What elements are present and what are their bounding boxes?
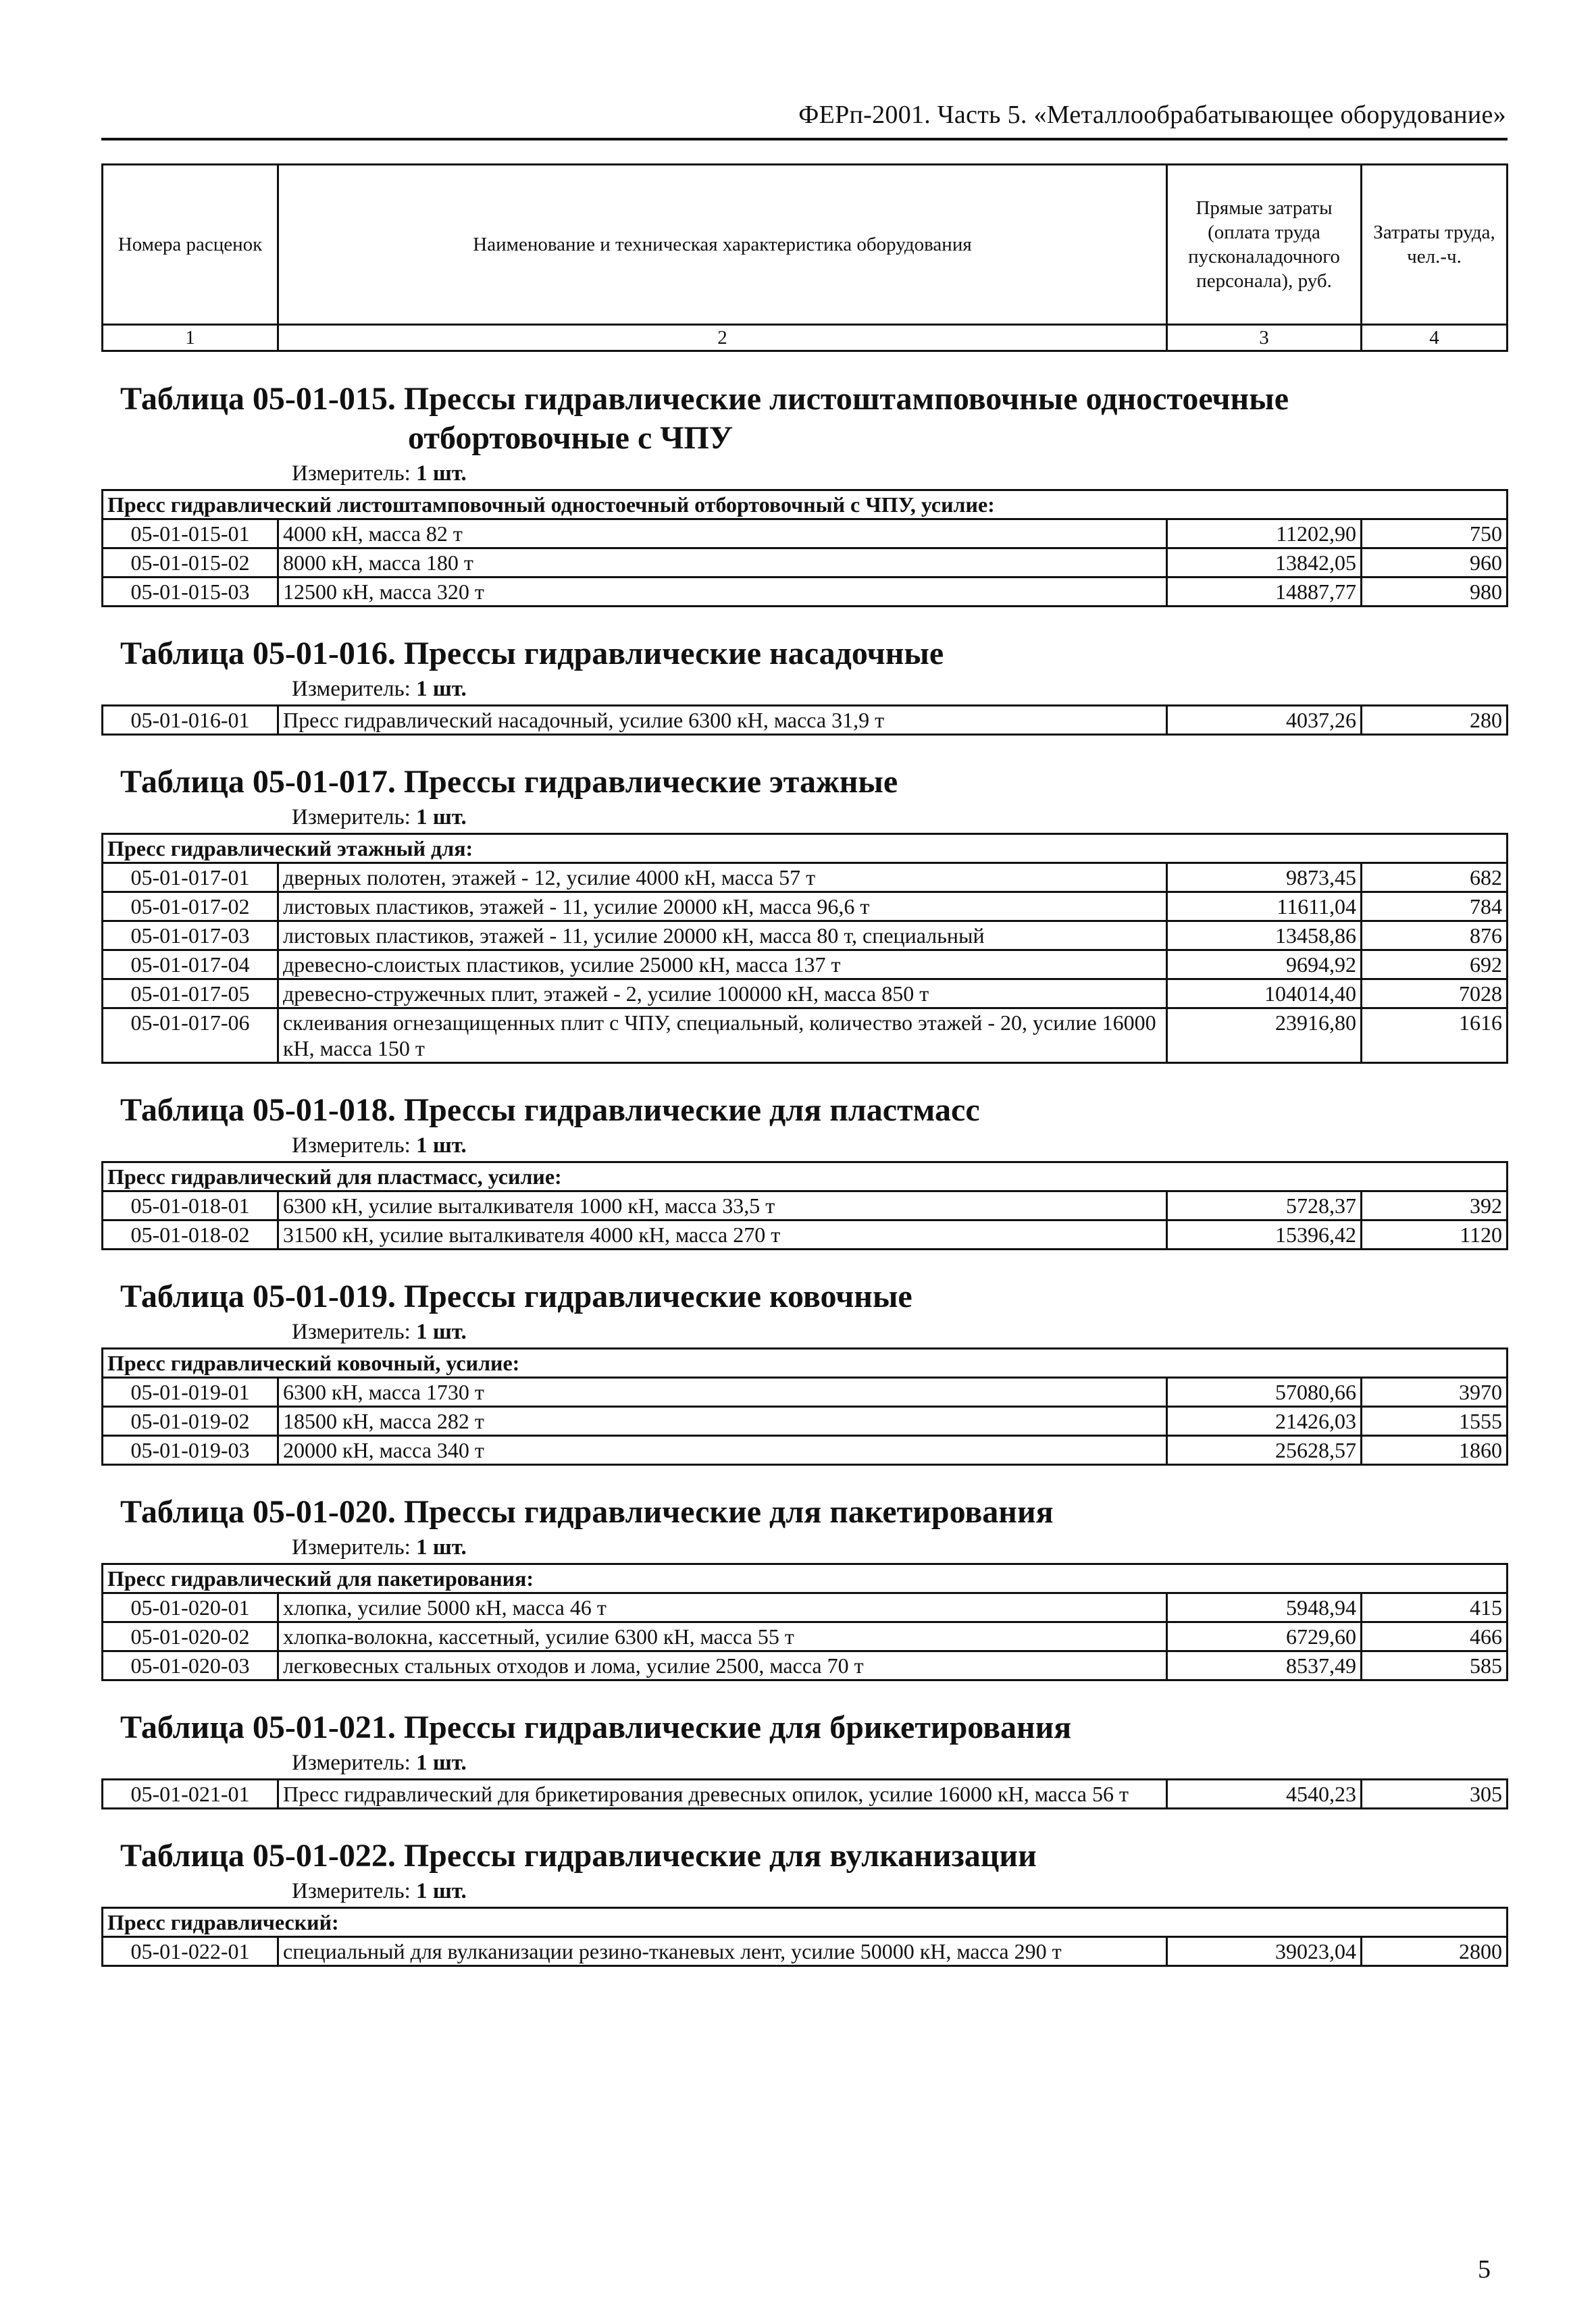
unit-label: Измеритель: [292, 1535, 411, 1560]
table-row [103, 921, 1508, 950]
direct-cost: 9694,92 [1167, 950, 1362, 979]
rate-code: 05-01-015-03 [103, 577, 278, 607]
labor-hours: 750 [1362, 519, 1508, 548]
table-title-text: Таблица 05-01-021. Прессы гидравлические для брикетирования [120, 1709, 1072, 1745]
group-heading: Пресс гидравлический для пластмасс, усилие: [103, 1162, 1508, 1191]
labor-hours: 1860 [1362, 1436, 1508, 1465]
table-row [103, 1780, 1508, 1809]
table-title-text: Таблица 05-01-016. Прессы гидравлические насадочные [120, 636, 944, 671]
header-rule [101, 138, 1508, 140]
labor-hours: 876 [1362, 921, 1508, 950]
price-table-section [101, 1493, 1506, 1681]
group-heading: Пресс гидравлический ковочный, усилие: [103, 1349, 1508, 1378]
table-title-text: Таблица 05-01-017. Прессы гидравлические этажные [120, 764, 898, 800]
unit-of-measure [101, 458, 1506, 489]
direct-cost: 23916,80 [1167, 1008, 1362, 1063]
labor-hours: 305 [1362, 1780, 1508, 1809]
table-row [103, 979, 1508, 1008]
equipment-description: 31500 кН, усилие выталкивателя 4000 кН, масса 270 т [278, 1220, 1167, 1250]
group-heading-row [103, 1349, 1508, 1378]
rate-code: 05-01-022-01 [103, 1937, 278, 1966]
labor-hours: 392 [1362, 1191, 1508, 1220]
labor-hours: 585 [1362, 1651, 1508, 1680]
unit-label: Измеритель: [292, 1879, 411, 1903]
labor-hours: 280 [1362, 706, 1508, 735]
equipment-description: древесно-стружечных плит, этажей - 2, усилие 100000 кН, масса 850 т [278, 979, 1167, 1008]
direct-cost: 8537,49 [1167, 1651, 1362, 1680]
equipment-description: специальный для вулканизации резино-тканевых лент, усилие 50000 кН, масса 290 т [278, 1937, 1167, 1966]
rate-code: 05-01-018-02 [103, 1220, 278, 1250]
direct-cost: 9873,45 [1167, 863, 1362, 892]
col-number-4: 4 [1362, 325, 1508, 351]
rates-table [101, 489, 1508, 607]
table-title-text: Таблица 05-01-015. Прессы гидравлические листоштамповочные одностоечные [120, 381, 1289, 417]
table-title-text: Таблица 05-01-020. Прессы гидравлические для пакетирования [120, 1494, 1054, 1530]
direct-cost: 104014,40 [1167, 979, 1362, 1008]
labor-hours: 7028 [1362, 979, 1508, 1008]
direct-cost: 6729,60 [1167, 1622, 1362, 1651]
direct-cost: 13842,05 [1167, 548, 1362, 577]
table-row [103, 1220, 1508, 1250]
unit-of-measure [101, 1532, 1506, 1563]
rate-code: 05-01-015-02 [103, 548, 278, 577]
price-table-section [101, 1836, 1506, 1967]
rates-table [101, 704, 1508, 736]
equipment-description: склеивания огнезащищенных плит с ЧПУ, специальный, количество этажей - 20, усилие 16000 кН, масса 150 т [278, 1008, 1167, 1063]
rate-code: 05-01-020-02 [103, 1622, 278, 1651]
direct-cost: 14887,77 [1167, 577, 1362, 607]
group-heading-row [103, 490, 1508, 519]
price-table-section [101, 763, 1506, 1064]
col-header-labor: Затраты труда, чел.-ч. [1362, 165, 1508, 325]
col-number-1: 1 [103, 325, 278, 351]
direct-cost: 11202,90 [1167, 519, 1362, 548]
table-title [101, 1493, 1506, 1532]
price-table-section [101, 634, 1506, 736]
rates-table [101, 1161, 1508, 1250]
table-title-text: Таблица 05-01-022. Прессы гидравлические для вулканизации [120, 1838, 1037, 1874]
unit-of-measure [101, 1130, 1506, 1161]
direct-cost: 25628,57 [1167, 1436, 1362, 1465]
table-row [103, 1191, 1508, 1220]
group-heading-row [103, 1564, 1508, 1593]
column-header-table [101, 163, 1508, 352]
equipment-description: 6300 кН, усилие выталкивателя 1000 кН, масса 33,5 т [278, 1191, 1167, 1220]
rate-code: 05-01-017-03 [103, 921, 278, 950]
direct-cost: 5948,94 [1167, 1593, 1362, 1622]
rate-code: 05-01-017-05 [103, 979, 278, 1008]
equipment-description: дверных полотен, этажей - 12, усилие 4000 кН, масса 57 т [278, 863, 1167, 892]
group-heading-row [103, 1908, 1508, 1937]
unit-value: 1 шт. [416, 1133, 467, 1158]
labor-hours: 1616 [1362, 1008, 1508, 1063]
equipment-description: хлопка-волокна, кассетный, усилие 6300 кН, масса 55 т [278, 1622, 1167, 1651]
labor-hours: 3970 [1362, 1378, 1508, 1407]
table-row [103, 950, 1508, 979]
col-number-2: 2 [278, 325, 1167, 351]
table-title-text: Таблица 05-01-018. Прессы гидравлические для пластмасс [120, 1092, 980, 1128]
rate-code: 05-01-020-01 [103, 1593, 278, 1622]
labor-hours: 2800 [1362, 1937, 1508, 1966]
rate-code: 05-01-017-01 [103, 863, 278, 892]
price-table-section [101, 1277, 1506, 1466]
rates-table [101, 1347, 1508, 1466]
direct-cost: 15396,42 [1167, 1220, 1362, 1250]
equipment-description: хлопка, усилие 5000 кН, масса 46 т [278, 1593, 1167, 1622]
table-title [101, 1091, 1506, 1130]
rate-code: 05-01-016-01 [103, 706, 278, 735]
table-row [103, 1008, 1508, 1063]
group-heading-row [103, 1162, 1508, 1191]
labor-hours: 415 [1362, 1593, 1508, 1622]
unit-label: Измеритель: [292, 1751, 411, 1775]
direct-cost: 39023,04 [1167, 1937, 1362, 1966]
direct-cost: 5728,37 [1167, 1191, 1362, 1220]
price-table-section [101, 1091, 1506, 1250]
unit-value: 1 шт. [416, 805, 467, 829]
equipment-description: 4000 кН, масса 82 т [278, 519, 1167, 548]
table-title [101, 1277, 1506, 1316]
table-row [103, 548, 1508, 577]
direct-cost: 21426,03 [1167, 1407, 1362, 1436]
group-heading: Пресс гидравлический листоштамповочный одностоечный отбортовочный с ЧПУ, усилие: [103, 490, 1508, 519]
page-number: 5 [1478, 2255, 1491, 2284]
equipment-description: 6300 кН, масса 1730 т [278, 1378, 1167, 1407]
col-header-cost: Прямые затраты (оплата труда пусконаладочного персонала), руб. [1167, 165, 1362, 325]
direct-cost: 4540,23 [1167, 1780, 1362, 1809]
labor-hours: 784 [1362, 892, 1508, 921]
rates-table [101, 1778, 1508, 1809]
rate-code: 05-01-018-01 [103, 1191, 278, 1220]
unit-value: 1 шт. [416, 461, 467, 486]
price-tables [101, 351, 1506, 1967]
table-title [101, 763, 1506, 802]
rates-table [101, 1563, 1508, 1681]
col-header-name: Наименование и техническая характеристика оборудования [278, 165, 1167, 325]
labor-hours: 1555 [1362, 1407, 1508, 1436]
equipment-description: легковесных стальных отходов и лома, усилие 2500, масса 70 т [278, 1651, 1167, 1680]
equipment-description: 18500 кН, масса 282 т [278, 1407, 1167, 1436]
table-row [103, 1407, 1508, 1436]
rate-code: 05-01-019-01 [103, 1378, 278, 1407]
table-title-text: Таблица 05-01-019. Прессы гидравлические ковочные [120, 1279, 912, 1314]
table-row [103, 863, 1508, 892]
rates-table [101, 1907, 1508, 1967]
unit-label: Измеритель: [292, 1133, 411, 1158]
labor-hours: 1120 [1362, 1220, 1508, 1250]
price-table-section [101, 1708, 1506, 1809]
labor-hours: 466 [1362, 1622, 1508, 1651]
unit-value: 1 шт. [416, 1879, 467, 1903]
equipment-description: листовых пластиков, этажей - 11, усилие 20000 кН, масса 96,6 т [278, 892, 1167, 921]
table-title [101, 1708, 1506, 1747]
rates-table [101, 833, 1508, 1064]
labor-hours: 960 [1362, 548, 1508, 577]
unit-value: 1 шт. [416, 1320, 467, 1344]
table-row [103, 519, 1508, 548]
running-head: ФЕРп-2001. Часть 5. «Металлообрабатывающее оборудование» [798, 101, 1506, 129]
unit-label: Измеритель: [292, 461, 411, 486]
group-heading: Пресс гидравлический: [103, 1908, 1508, 1937]
equipment-description: Пресс гидравлический для брикетирования древесных опилок, усилие 16000 кН, масса 56 т [278, 1780, 1167, 1809]
table-title [101, 1836, 1506, 1876]
labor-hours: 692 [1362, 950, 1508, 979]
unit-value: 1 шт. [416, 1751, 467, 1775]
unit-value: 1 шт. [416, 1535, 467, 1560]
table-row [103, 1937, 1508, 1966]
direct-cost: 13458,86 [1167, 921, 1362, 950]
unit-of-measure [101, 802, 1506, 833]
unit-label: Измеритель: [292, 805, 411, 829]
rate-code: 05-01-020-03 [103, 1651, 278, 1680]
unit-label: Измеритель: [292, 1320, 411, 1344]
group-heading-row [103, 834, 1508, 863]
table-row [103, 706, 1508, 735]
direct-cost: 57080,66 [1167, 1378, 1362, 1407]
table-row [103, 1651, 1508, 1680]
table-row [103, 892, 1508, 921]
unit-of-measure [101, 1747, 1506, 1778]
col-number-3: 3 [1167, 325, 1362, 351]
table-title [101, 634, 1506, 673]
table-row [103, 1436, 1508, 1465]
labor-hours: 682 [1362, 863, 1508, 892]
group-heading: Пресс гидравлический для пакетирования: [103, 1564, 1508, 1593]
unit-of-measure [101, 1876, 1506, 1907]
table-title-continuation: отбортовочные с ЧПУ [408, 420, 733, 456]
equipment-description: Пресс гидравлический насадочный, усилие 6300 кН, масса 31,9 т [278, 706, 1167, 735]
table-row [103, 1593, 1508, 1622]
table-row [103, 577, 1508, 607]
equipment-description: листовых пластиков, этажей - 11, усилие 20000 кН, масса 80 т, специальный [278, 921, 1167, 950]
direct-cost: 4037,26 [1167, 706, 1362, 735]
rate-code: 05-01-017-04 [103, 950, 278, 979]
rate-code: 05-01-017-02 [103, 892, 278, 921]
equipment-description: 8000 кН, масса 180 т [278, 548, 1167, 577]
table-row [103, 1378, 1508, 1407]
unit-value: 1 шт. [416, 677, 467, 701]
rate-code: 05-01-019-02 [103, 1407, 278, 1436]
group-heading: Пресс гидравлический этажный для: [103, 834, 1508, 863]
unit-label: Измеритель: [292, 677, 411, 701]
equipment-description: 20000 кН, масса 340 т [278, 1436, 1167, 1465]
unit-of-measure [101, 673, 1506, 704]
rate-code: 05-01-017-06 [103, 1008, 278, 1063]
direct-cost: 11611,04 [1167, 892, 1362, 921]
col-header-codes: Номера расценок [103, 165, 278, 325]
price-table-section [101, 380, 1506, 607]
table-row [103, 1622, 1508, 1651]
unit-of-measure [101, 1316, 1506, 1347]
equipment-description: 12500 кН, масса 320 т [278, 577, 1167, 607]
labor-hours: 980 [1362, 577, 1508, 607]
rate-code: 05-01-015-01 [103, 519, 278, 548]
rate-code: 05-01-019-03 [103, 1436, 278, 1465]
table-title [101, 380, 1506, 458]
rate-code: 05-01-021-01 [103, 1780, 278, 1809]
equipment-description: древесно-слоистых пластиков, усилие 25000 кН, масса 137 т [278, 950, 1167, 979]
